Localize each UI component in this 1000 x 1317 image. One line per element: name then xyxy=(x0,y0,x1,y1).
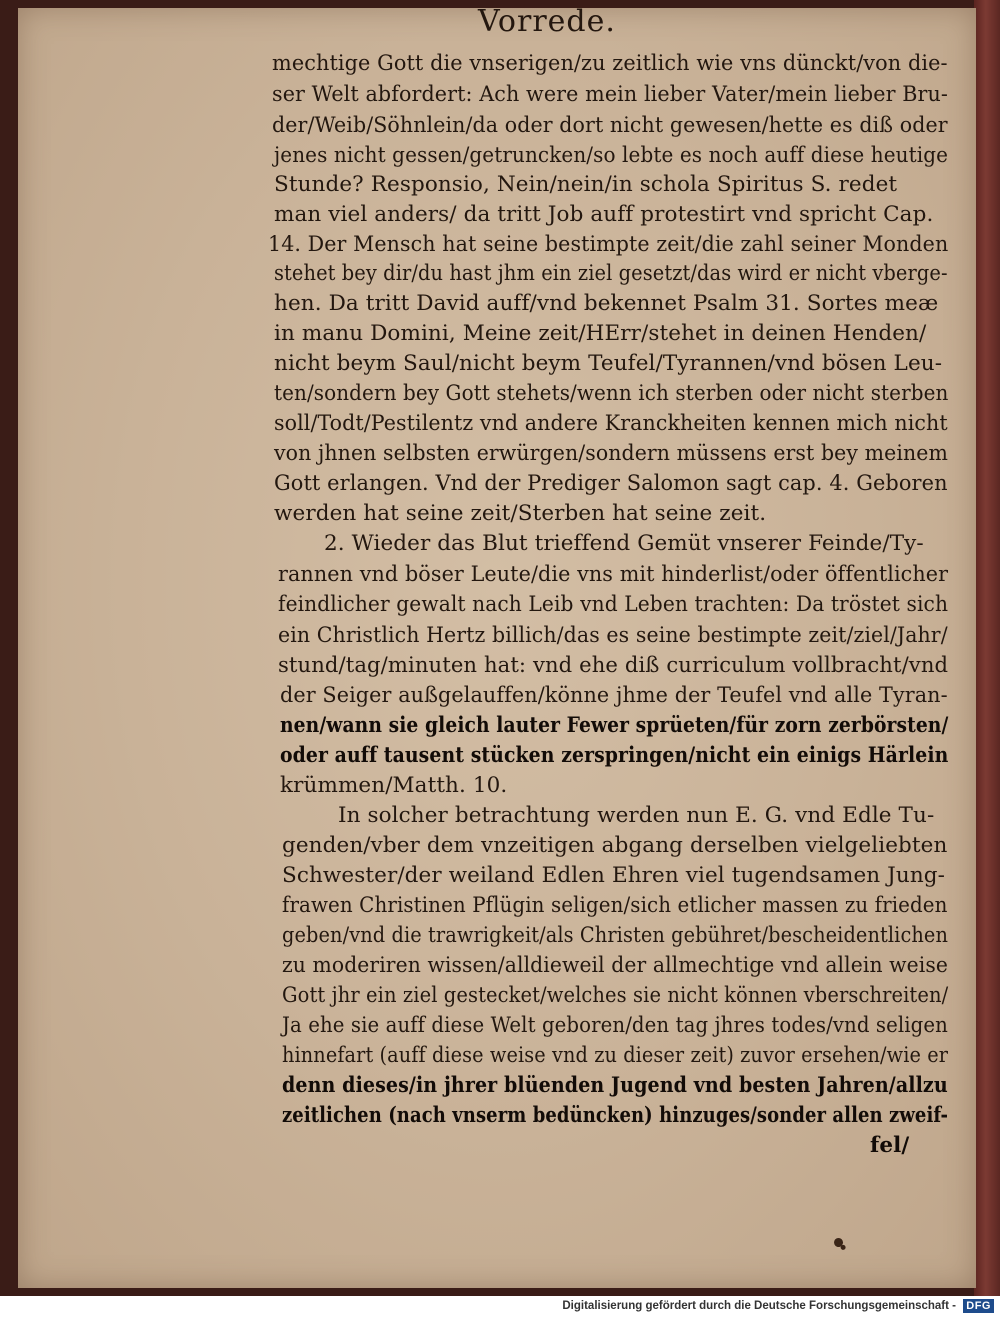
text-line: krümmen/Matth. 10. xyxy=(280,773,508,798)
text-line: Ja ehe sie auff diese Welt geboren/den tag jhres todes/vnd seligen xyxy=(282,1013,948,1038)
text-line: man viel anders/ da tritt Job auff protestirt vnd spricht Cap. xyxy=(274,202,934,227)
text-line: ser Welt abfordert: Ach were mein lieber Vater/mein lieber Bru- xyxy=(272,82,948,107)
text-line: Gott erlangen. Vnd der Prediger Salomon sagt cap. 4. Geboren xyxy=(274,471,948,496)
text-line: ein Christlich Hertz billich/das es seine bestimpte zeit/ziel/Jahr/ xyxy=(278,623,948,648)
text-line: feindlicher gewalt nach Leib vnd Leben trachten: Da tröstet sich xyxy=(278,592,949,617)
text-line: zu moderiren wissen/alldieweil der allmechtige vnd allein weise xyxy=(282,953,948,978)
text-line: stund/tag/minuten hat: vnd ehe diß curriculum vollbracht/vnd xyxy=(278,653,949,678)
page-text xyxy=(18,4,976,1288)
digitization-footer xyxy=(0,1296,1000,1317)
ink-spot xyxy=(833,1237,845,1249)
text-line: frawen Christinen Pflügin seligen/sich etlicher massen zu frieden xyxy=(282,893,948,918)
text-line: rannen vnd böser Leute/die vns mit hinderlist/oder öffentlicher xyxy=(278,562,949,587)
text-line: nicht beym Saul/nicht beym Teufel/Tyrannen/vnd bösen Leu- xyxy=(274,351,943,376)
text-line: oder auff tausent stücken zerspringen/nicht ein einigs Härlein xyxy=(280,743,949,768)
text-line: hen. Da tritt David auff/vnd bekennet Psalm 31. Sortes meæ xyxy=(274,291,939,316)
page-paper xyxy=(18,4,976,1288)
text-line: nen/wann sie gleich lauter Fewer sprüeten/für zorn zerbörsten/ xyxy=(280,713,949,738)
funding-credit: Digitalisierung gefördert durch die Deutsche Forschungsgemeinschaft - xyxy=(562,1300,956,1312)
text-line: genden/vber dem vnzeitigen abgang derselben vielgeliebten xyxy=(282,833,948,858)
text-line: In solcher betrachtung werden nun E. G. vnd Edle Tu- xyxy=(338,803,935,828)
binding-edge xyxy=(974,0,1000,1296)
text-line: zeitlichen (nach vnserm bedüncken) hinzuges/sonder allen zweif- xyxy=(282,1103,949,1128)
text-line: mechtige Gott die vnserigen/zu zeitlich wie vns dünckt/von die- xyxy=(272,51,948,76)
text-line: geben/vnd die trawrigkeit/als Christen gebühret/bescheidentlichen xyxy=(282,923,949,948)
text-line: Stunde? Responsio, Nein/nein/in schola Spiritus S. redet xyxy=(274,172,898,197)
text-line: der/Weib/Söhnlein/da oder dort nicht gewesen/hette es diß oder xyxy=(272,113,948,138)
text-line: in manu Domini, Meine zeit/HErr/stehet in deinen Henden/ xyxy=(274,321,927,346)
text-line: fel/ xyxy=(870,1133,910,1158)
text-line: 2. Wieder das Blut trieffend Gemüt vnserer Feinde/Ty- xyxy=(324,531,924,556)
text-line: 14. Der Mensch hat seine bestimpte zeit/die zahl seiner Monden xyxy=(268,232,949,257)
text-line: jenes nicht gessen/getruncken/so lebte es noch auff diese heutige xyxy=(274,143,949,168)
text-line: denn dieses/in jhrer blüenden Jugend vnd besten Jahren/allzu xyxy=(282,1073,948,1098)
dfg-logo-icon: DFG xyxy=(963,1299,994,1313)
text-line: ten/sondern bey Gott stehets/wenn ich sterben oder nicht sterben xyxy=(274,381,949,406)
text-line: werden hat seine zeit/Sterben hat seine zeit. xyxy=(274,501,767,526)
text-line: von jhnen selbsten erwürgen/sondern müssens erst bey meinem xyxy=(274,441,948,466)
text-line: Schwester/der weiland Edlen Ehren viel tugendsamen Jung- xyxy=(282,863,945,888)
text-line: der Seiger außgelauffen/könne jhme der Teufel vnd alle Tyran- xyxy=(280,683,948,708)
text-line: stehet bey dir/du hast jhm ein ziel gesetzt/das wird er nicht vberge- xyxy=(274,261,948,286)
text-line: soll/Todt/Pestilentz vnd andere Kranckheiten kennen mich nicht xyxy=(274,411,948,436)
running-head: Vorrede. xyxy=(478,4,616,39)
text-line: Gott jhr ein ziel gestecket/welches sie nicht können vberschreiten/ xyxy=(282,983,949,1008)
text-line: hinnefart (auff diese weise vnd zu dieser zeit) zuvor ersehen/wie er xyxy=(282,1043,949,1068)
